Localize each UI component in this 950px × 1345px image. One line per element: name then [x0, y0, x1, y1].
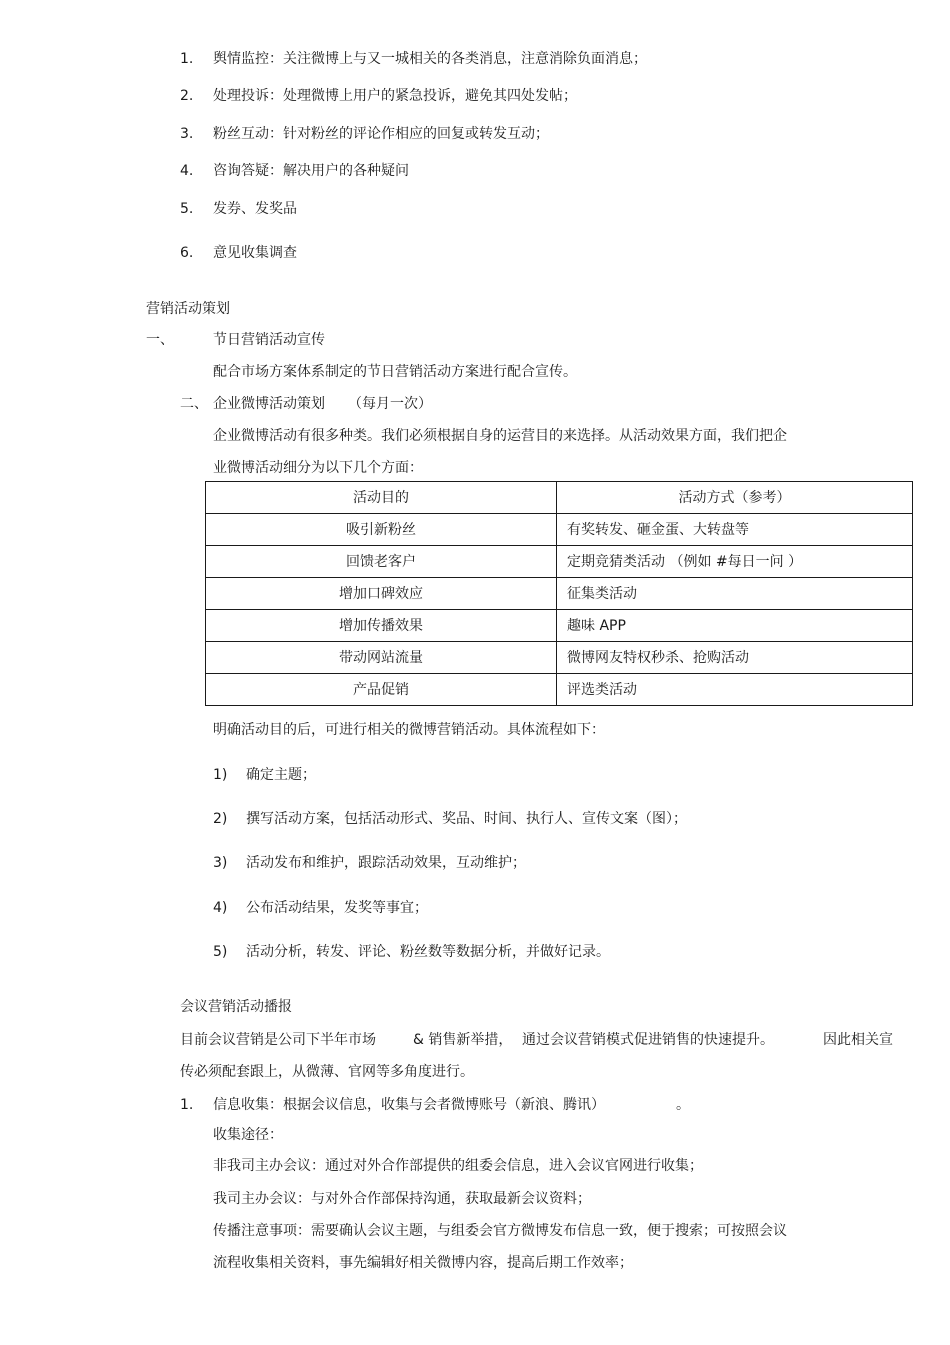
step-text: 公布活动结果，发奖等事宜；: [246, 900, 428, 916]
list-item-number: 2.: [180, 88, 194, 104]
paragraph-part: 因此相关宣: [823, 1032, 893, 1048]
table-header: 活动目的: [206, 482, 557, 514]
sub-paragraph: 我司主办会议：与对外合作部保持沟通，获取最新会议资料；: [213, 1191, 591, 1207]
part-note: （每月一次）: [348, 396, 432, 412]
list-item-number: 3.: [180, 126, 194, 142]
table-row: [206, 514, 913, 546]
table-cell: 定期竞猜类活动 （例如 #每日一问 ）: [557, 546, 913, 578]
table-cell: 征集类活动: [557, 578, 913, 610]
list-item-number: 1.: [180, 1097, 194, 1113]
section-title: 营销活动策划: [146, 301, 230, 317]
table-cell: 带动网站流量: [206, 642, 557, 674]
table-row: [206, 642, 913, 674]
step-text: 活动发布和维护，跟踪活动效果，互动维护；: [246, 855, 526, 871]
table-cell: 回馈老客户: [206, 546, 557, 578]
table-row: [206, 674, 913, 706]
table-cell: 微博网友特权秒杀、抢购活动: [557, 642, 913, 674]
step-number: 4): [213, 900, 228, 916]
list-item-number: 5.: [180, 201, 194, 217]
part-number: 二、: [180, 396, 208, 412]
paragraph: 配合市场方案体系制定的节日营销活动方案进行配合宣传。: [213, 364, 577, 380]
table-cell: 增加传播效果: [206, 610, 557, 642]
step-text: 活动分析，转发、评论、粉丝数等数据分析，并做好记录。: [246, 944, 610, 960]
table-cell: 吸引新粉丝: [206, 514, 557, 546]
part-title: 节日营销活动宣传: [213, 332, 325, 348]
list-item: 咨询答疑：解决用户的各种疑问: [213, 163, 409, 179]
table-row: [206, 546, 913, 578]
paragraph: 明确活动目的后，可进行相关的微博营销活动。具体流程如下：: [213, 722, 605, 738]
table-cell: 评选类活动: [557, 674, 913, 706]
sub-paragraph: 流程收集相关资料，事先编辑好相关微博内容，提高后期工作效率；: [213, 1255, 633, 1271]
sub-paragraph: 非我司主办会议：通过对外合作部提供的组委会信息，进入会议官网进行收集；: [213, 1158, 703, 1174]
step-number: 2): [213, 811, 228, 827]
list-item: 信息收集：根据会议信息，收集与会者微博账号（新浪、腾讯）: [213, 1097, 605, 1113]
list-item-number: 6.: [180, 245, 194, 261]
list-item: 意见收集调查: [213, 245, 297, 261]
paragraph-part: 目前会议营销是公司下半年市场: [180, 1032, 376, 1048]
table-cell: 有奖转发、砸金蛋、大转盘等: [557, 514, 913, 546]
sub-paragraph: 传播注意事项：需要确认会议主题，与组委会官方微博发布信息一致，便于搜索；可按照会议: [213, 1223, 787, 1239]
table-header: 活动方式（参考）: [557, 482, 913, 514]
step-text: 撰写活动方案，包括活动形式、奖品、时间、执行人、宣传文案（图）；: [246, 811, 687, 827]
step-number: 1): [213, 767, 228, 783]
table-row: [206, 578, 913, 610]
paragraph: 业微博活动细分为以下几个方面：: [213, 460, 423, 476]
section-title: 会议营销活动播报: [180, 999, 292, 1015]
table-row: [206, 610, 913, 642]
paragraph-part: 通过会议营销模式促进销售的快速提升。: [522, 1032, 774, 1048]
part-number: 一、: [146, 332, 174, 348]
sub-paragraph: 收集途径：: [213, 1127, 283, 1143]
table-cell: 产品促销: [206, 674, 557, 706]
list-item: 粉丝互动：针对粉丝的评论作相应的回复或转发互动；: [213, 126, 549, 142]
paragraph-part: & 销售新举措，: [413, 1032, 513, 1048]
list-item-end: 。: [676, 1097, 690, 1113]
list-item: 舆情监控：关注微博上与又一城相关的各类消息，注意消除负面消息；: [213, 51, 647, 67]
table-header-row: [206, 482, 913, 514]
step-number: 5): [213, 944, 228, 960]
activity-table: [205, 481, 913, 706]
list-item: 发券、发奖品: [213, 201, 297, 217]
paragraph: 企业微博活动有很多种类。我们必须根据自身的运营目的来选择。从活动效果方面，我们把企: [213, 428, 787, 444]
table-cell: 趣味 APP: [557, 610, 913, 642]
list-item-number: 4.: [180, 163, 194, 179]
table-cell: 增加口碑效应: [206, 578, 557, 610]
list-item: 处理投诉：处理微博上用户的紧急投诉，避免其四处发帖；: [213, 88, 577, 104]
step-number: 3): [213, 855, 228, 871]
paragraph: 传必须配套跟上，从微薄、官网等多角度进行。: [180, 1064, 474, 1080]
part-title: 企业微博活动策划: [213, 396, 325, 412]
list-item-number: 1.: [180, 51, 194, 67]
step-text: 确定主题；: [246, 767, 316, 783]
